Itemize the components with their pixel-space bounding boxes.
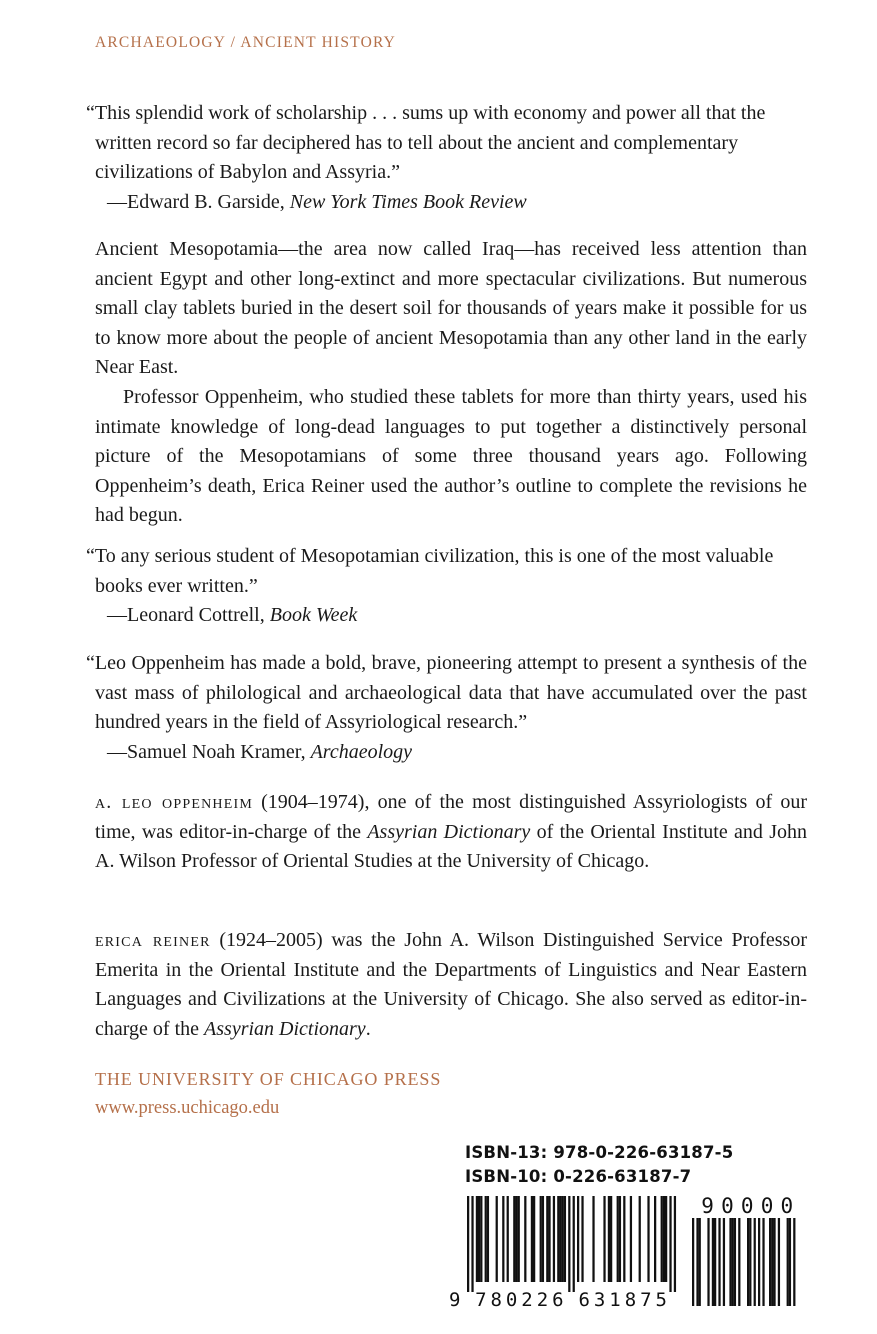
addon-bar [778,1218,780,1306]
addon-bar [769,1218,771,1306]
barcode-digit: 7 [640,1289,652,1311]
barcode-bar [546,1196,548,1282]
barcode-bar [540,1196,542,1282]
barcode-bar [476,1196,478,1282]
bio-paragraph [95,926,807,1044]
barcode [447,1194,807,1312]
barcode-bar [480,1196,482,1282]
barcode-bar [623,1196,625,1282]
price-code-digit: 0 [740,1194,754,1218]
description-paragraph-1: Ancient Mesopotamia—the area now called Iraq—has received less attention than ancient Egypt and other long-extinct and more spectacular civilizations. But numerous small clay tablets buried in the desert soil for thousands of years make it possible for us to know more about the people of ancient Mesopotamia than any other land in the early Near East. [95,238,807,379]
barcode-graphic [447,1194,807,1312]
quote-attribution [95,188,807,218]
price-code-digit: 0 [721,1194,734,1218]
barcode-digit: 2 [536,1289,549,1311]
addon-bar [793,1218,795,1306]
barcode-digit: 6 [578,1289,590,1311]
quote-source: New York Times Book Review [289,190,527,213]
addon-bar [707,1218,709,1306]
barcode-bar [485,1196,487,1282]
quote-source: Book Week [269,604,358,627]
book-description [95,235,807,531]
barcode-digit: 2 [521,1289,533,1311]
barcode-bar [647,1196,649,1282]
barcode-bar [663,1196,665,1282]
author-bio-reiner [95,926,807,1044]
quote-text: “Leo Oppenheim has made a bold, brave, pioneering attempt to present a synthesis of the vast mass of philological and archaeological data that have accumulated over the past hundred years in the field of Assyriological research.” [86,652,807,734]
price-code-digit: 9 [701,1194,714,1218]
barcode-bar [507,1196,509,1282]
barcode-bar [564,1196,566,1282]
dictionary-title: Assyrian Dictionary [204,1017,366,1040]
review-quote-garside [86,99,807,217]
addon-bar [723,1218,725,1306]
barcode-digit: 8 [624,1289,637,1311]
barcode-bar [515,1196,517,1282]
barcode-bar [639,1196,641,1282]
barcode-digit: 3 [593,1289,606,1311]
barcode-digit: 0 [505,1289,518,1311]
bio-text: of the Oriental Institute and John A. Wilson Professor of Oriental Studies at the University of Chicago. [95,820,807,873]
barcode-bar [617,1196,619,1282]
addon-bar [754,1218,756,1306]
barcode-bar [654,1196,656,1282]
quote-text: “To any serious student of Mesopotamian civilization, this is one of the most valuable books ever written.” [86,545,774,597]
addon-bar [758,1218,760,1306]
barcode-digit: 1 [609,1289,621,1311]
addon-bar [747,1218,749,1306]
barcode-bar [562,1196,564,1282]
addon-bar [789,1218,791,1306]
barcode-bar [603,1196,605,1282]
barcode-bar [608,1196,610,1282]
author-name: erica reiner [95,929,211,951]
review-quote-cottrell [86,542,807,631]
quote-author: —Samuel Noah Kramer, [107,740,306,763]
barcode-bar [471,1196,473,1292]
price-code-digit: 0 [780,1194,794,1218]
barcode-digit: 6 [552,1289,564,1311]
addon-bar [787,1218,789,1306]
quote-source: Archaeology [310,740,413,763]
barcode-bar [573,1196,575,1292]
addon-bar [749,1218,751,1306]
barcode-bar [592,1196,594,1282]
barcode-bar [542,1196,544,1282]
barcode-bar [674,1196,676,1292]
isbn-13: ISBN-13: 978-0-226-63187-5 [465,1143,734,1162]
description-paragraph-2: Professor Oppenheim, who studied these tablets for more than thirty years, used his intimate knowledge of long-dead languages to put together a distinctively personal picture of the Mesopotamians of some three thousand years ago. Following Oppenheim’s death, Erica Reiner used the author’s outline to complete the revisions he had begun. [95,385,807,527]
barcode-bar [581,1196,583,1282]
barcode-bar [610,1196,612,1282]
addon-bar [712,1218,714,1306]
addon-bar [762,1218,764,1306]
barcode-bar [553,1196,555,1282]
barcode-bar [496,1196,498,1282]
bio-text: (1924–2005) was the John A. Wilson Distinguished Service Professor Emerita in the Oriental Institute and the Departments of Linguistics and Near Eastern Languages and Civilizations at the University of Chicago. She also served as editor-in-charge of the [95,929,807,1040]
barcode-bar [557,1196,559,1282]
barcode-bar [467,1196,469,1292]
category-label: ARCHAEOLOGY / ANCIENT HISTORY [95,34,397,51]
publisher-url[interactable]: www.press.uchicago.edu [95,1098,280,1118]
addon-bar [692,1218,694,1306]
barcode-bar [630,1196,632,1282]
barcode-bar [478,1196,480,1282]
addon-bar [699,1218,701,1306]
price-code-digit: 0 [760,1194,774,1218]
barcode-digit: 7 [475,1289,487,1311]
barcode-bar [502,1196,504,1282]
barcode-digit: 8 [490,1289,502,1311]
dictionary-title: Assyrian Dictionary [367,820,531,843]
barcode-digit: 9 [449,1289,461,1311]
review-quote-kramer [86,649,807,767]
barcode-bar [531,1196,533,1282]
bio-paragraph [95,788,807,877]
barcode-bar [568,1196,570,1292]
barcode-bar [577,1196,579,1282]
barcode-bar [661,1196,663,1282]
bio-text: (1904–1974), one of the most distinguished Assyriologists of our time, was editor-in-charge of the [95,791,807,843]
barcode-bar [533,1196,535,1282]
addon-bar [734,1218,736,1306]
barcode-bar [669,1196,671,1292]
author-name: a. leo oppenheim [95,791,253,813]
barcode-bar [513,1196,515,1282]
addon-bar [773,1218,775,1306]
barcode-bar [559,1196,561,1282]
quote-author: —Edward B. Garside, [107,190,285,213]
barcode-bar [619,1196,621,1282]
addon-bar [729,1218,731,1306]
author-bio-oppenheim [95,788,807,877]
quote-attribution [95,601,807,631]
isbn-10: ISBN-10: 0-226-63187-7 [465,1167,692,1186]
barcode-bar [524,1196,526,1282]
barcode-digit: 5 [655,1289,667,1311]
addon-bar [732,1218,734,1306]
quote-attribution [95,738,807,768]
addon-bar [738,1218,740,1306]
addon-bar [696,1218,698,1306]
quote-author: —Leonard Cottrell, [107,604,265,627]
barcode-bar [665,1196,667,1282]
barcode-bar [548,1196,550,1282]
addon-bar [714,1218,716,1306]
addon-bar [771,1218,773,1306]
barcode-bar [518,1196,520,1282]
publisher-name: THE UNIVERSITY OF CHICAGO PRESS [95,1069,442,1089]
barcode-bar [487,1196,489,1282]
quote-text: “This splendid work of scholarship . . . sums up with economy and power all that the written record so far deciphered has to tell about the ancient and complementary civilizations of Babylon and Assyria.” [86,102,766,184]
addon-bar [718,1218,720,1306]
bio-text: . [365,1017,371,1040]
